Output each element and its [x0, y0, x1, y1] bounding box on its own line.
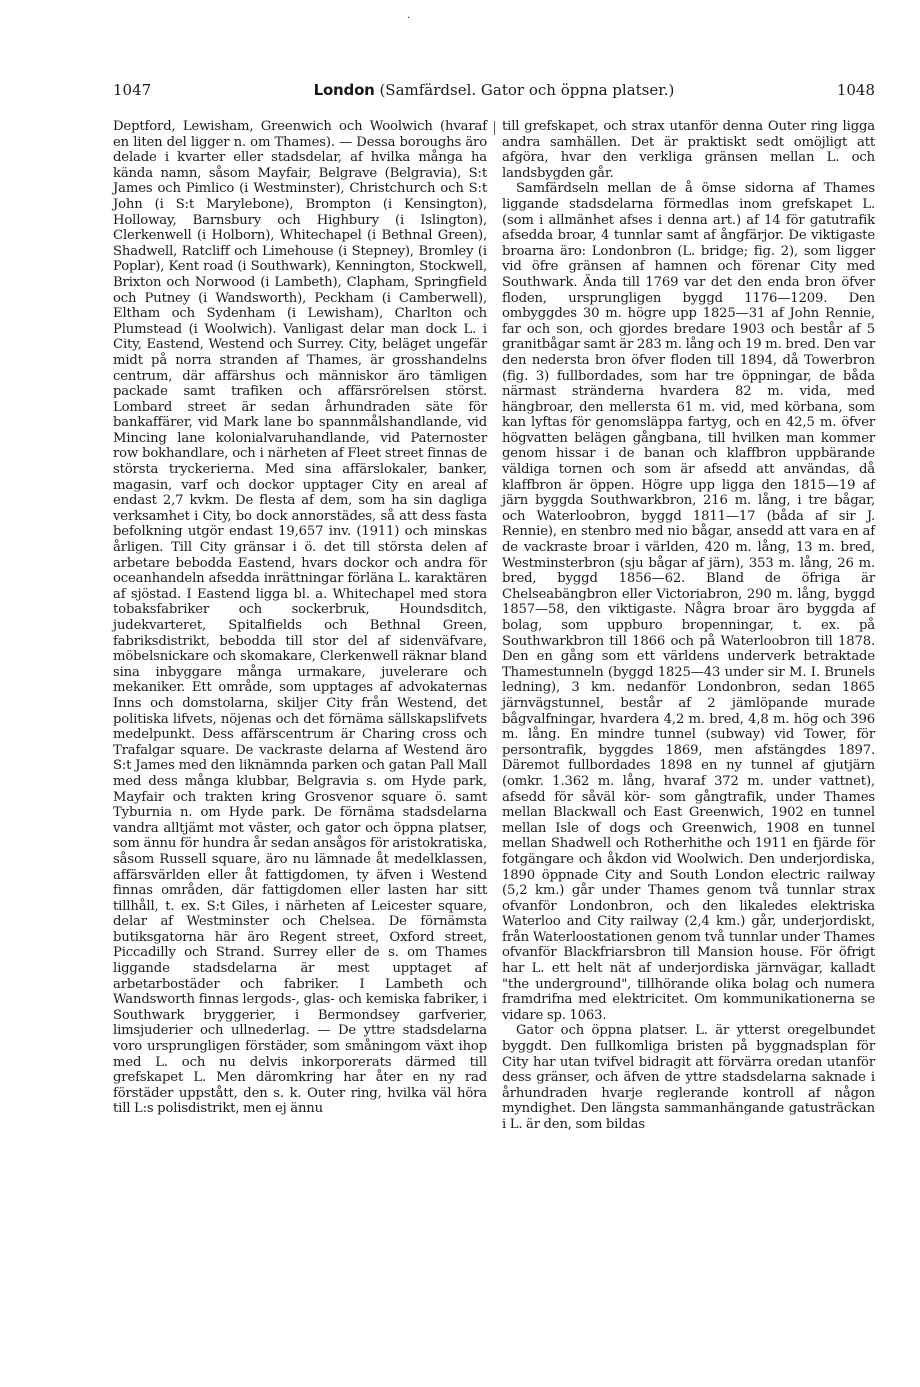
running-title — [113, 78, 875, 102]
top-mark: · — [407, 13, 411, 24]
right-paragraph-2: Samfärdseln mellan de å ömse sidorna af Thames liggande stadsdelarna förmedlas inom grefskapet L. (som i allmänhet afses i denna art.) af 14 för gatutrafik afsedda broar, 4 tunnlar samt af ångfärjor. De viktigaste broarna äro: Londonbron (L. bridge; fig. 2), som ligger vid öfre gränsen af hamnen och förenar City med Southwark. Ända till 1769 var det den enda bron öfver floden, ursprungligen byggd 1176—1209. Den ombyggdes 30 m. högre upp 1825—31 af John Rennie, far och son, och gjordes bredare 1903 och består af 5 granitbågar samt är 283 m. lång och 19 m. bred. Den var den nedersta bron öfver floden till 1894, då Towerbron (fig. 3) fullbordades, som har tre öppningar, de båda närmast stränderna hvardera 82 m. vida, med hängbroar, den mellersta 61 m. vid, med körbana, som kan lyftas för genomsläppa fartyg, och en 42,5 m. öfver högvatten belägen gångbana, till hvilken man kommer genom hissar i de banan och klaffbron uppbärande väldiga tornen och som är afsedd att användas, då klaffbron är öppen. Högre upp ligga den 1815—19 af järn byggda Southwarkbron, 216 m. lång, i tre bågar, och Waterloobron, byggd 1811—17 (båda af sir J. Rennie), en stenbro med nio bågar, ansedd att vara en af de vackraste broar i världen, 420 m. lång, 13 m. bred, Westminsterbron (sju bågar af järn), 353 m. lång, 26 m. bred, byggd 1856—62. Bland de öfriga är Chelseabängbron eller Victoriabron, 290 m. lång, byggd 1857—58, den viktigaste. Några broar äro byggda af bolag, som uppburo bropenningar, t. ex. på Southwarkbron till 1866 och på Waterloobron till 1878. Den en gång som ett världens underverk betraktade Thamestunneln (byggd 1825—43 under sir M. I. Brunels ledning), 3 km. nedanför Londonbron, sedan 1865 järnvägstunnel, består af 2 jämlöpande murade bågvalfningar, hvardera 4,2 m. bred, 4,8 m. hög och 396 m. lång. En mindre tunnel (subway) vid Tower, för persontrafik, byggdes 1869, men afstängdes 1897. Däremot fullbordades 1898 en ny tunnel af gjutjärn (omkr. 1.362 m. lång, hvaraf 372 m. under vattnet), afsedd för såväl kör- som gångtrafik, under Thames mellan Blackwall och East Greenwich, 1902 en tunnel mellan Isle of dogs och Greenwich, 1908 en tunnel mellan Shadwell och Rotherhithe och 1911 en fjärde för fotgängare och åkdon vid Woolwich. Den underjordiska, 1890 öppnade City and South London electric railway (5,2 km.) går under Thames genom två tunnlar strax ofvanför Londonbron, och den likaledes elektriska Waterloo and City railway (2,4 km.) går, underjordiskt, från Waterloostationen genom två tunnlar under Thames ofvanför Blackfriarsbron till Mansion house. För öfrigt har L. ett helt nät af underjordiska järnvägar, kalladt "the underground", tillhörande olika bolag och numera framdrifna med elektricitet. Om kommunikationerna se vidare sp. 1063. — [502, 181, 875, 1023]
right-paragraph-1: till grefskapet, och strax utanför denna Outer ring ligga andra samhällen. Det är praktiskt sedt omöjligt att afgöra, hvar den verkliga gränsen mellan L. och landsbygden går. — [502, 119, 875, 181]
page-number-right: 1048 — [836, 81, 875, 99]
column-divider — [494, 121, 495, 135]
right-paragraph-3: Gator och öppna platser. L. är ytterst oregelbundet byggdt. Den fullkomliga bristen på byggnadsplan för City har utan tvifvel bidragit att förvärra oredan utanför dess gränser, och äfven de yttre stadsdelarna saknade i århundraden hvarje reglerande kontroll af någon myndighet. Den längsta sammanhängande gatusträckan i L. är den, som bildas — [502, 1023, 875, 1132]
right-column — [502, 119, 875, 1133]
running-title-rest: (Samfärdsel. Gator och öppna platser.) — [379, 81, 675, 99]
running-title-bold: London — [313, 81, 375, 99]
running-header — [113, 78, 875, 102]
left-paragraph-1: Deptford, Lewisham, Greenwich och Woolwich (hvaraf en liten del ligger n. om Thames). — Dessa boroughs äro delade i kvarter eller stadsdelar, af hvilka många ha kända namn, såsom Mayfair, Belgrave (Belgravia), S:t James och Pimlico (i Westminster), Christchurch och S:t John (i S:t Marylebone), Brompton (i Kensington), Holloway, Barnsbury och Highbury (i Islington), Clerkenwell (i Holborn), Whitechapel (i Bethnal Green), Shadwell, Ratcliff och Limehouse (i Stepney), Bromley (i Poplar), Kent road (i Southwark), Kennington, Stockwell, Brixton och Norwood (i Lambeth), Clapham, Springfield och Putney (i Wandsworth), Peckham (i Camberwell), Eltham och Sydenham (i Lewisham), Charlton och Plumstead (i Woolwich). Vanligast delar man dock L. i City, Eastend, Westend och Surrey. City, beläget ungefär midt på norra stranden af Thames, är grosshandelns centrum, där affärshus och människor äro tämligen packade samt trafiken och affärsrörelsen störst. Lombard street är sedan århundraden säte för bankaffärer, vid Mark lane bo spannmålshandlande, vid Mincing lane kolonialvaruhandlande, vid Paternoster row bokhandlare, och i närheten af Fleet street finnas de största tryckerierna. Med sina affärslokaler, banker, magasin, varf och dockor upptager City en areal af endast 2,7 kvkm. De flesta af dem, som ha sin dagliga verksamhet i City, bo dock annorstädes, så att dess fasta befolkning utgör endast 19,657 inv. (1911) och minskas årligen. Till City gränsar i ö. det till största delen af arbetare bebodda Eastend, hvars dockor och andra för oceanhandeln afsedda inrättningar förläna L. karaktären af sjöstad. I Eastend ligga bl. a. Whitechapel med stora tobaksfabriker och sockerbruk, Houndsditch, judekvarteret, Spitalfields och Bethnal Green, fabriksdistrikt, bebodda till stor del af sidenväfvare, möbelsnickare och skomakare, Clerkenwell räknar bland sina inbyggare många urmakare, juvelerare och mekaniker. Ett område, som upptages af advokaternas Inns och domstolarna, skiljer City från Westend, det politiska lifvets, nöjenas och det förnäma sällskapslifvets medelpunkt. Dess affärscentrum är Charing cross och Trafalgar square. De vackraste delarna af Westend äro S:t James med den liknämnda parken och gatan Pall Mall med dess många klubbar, Belgravia s. om Hyde park, Mayfair och trakten kring Grosvenor square ö. samt Tyburnia n. om Hyde park. De förnäma stadsdelarna vandra alltjämt mot väster, och gator och öppna platser, som ännu för hundra år sedan ansågos för aristokratiska, såsom Russell square, äro nu lämnade åt medelklassen, affärsvärlden eller åt fattigdomen, ty äfven i Westend finnas områden, där fattigdomen eller lasten har sitt tillhåll, t. ex. S:t Giles, i närheten af Leicester square, delar af Westminster och Chelsea. De förnämsta butiksgatorna här äro Regent street, Oxford street, Piccadilly och Strand. Surrey eller de s. om Thames liggande stadsdelarna är mest upptaget af arbetarbostäder och fabriker. I Lambeth och Wandsworth finnas lergods-, glas- och kemiska fabriker, i Southwark bryggerier, i Bermondsey garfverier, limsjuderier och ullnederlag. — De yttre stadsdelarna voro ursprungligen förstäder, som småningom växt ihop med L. och nu delvis inkorporerats därmed till grefskapet L. Men däromkring har åter en ny rad förstäder uppstått, den s. k. Outer ring, hvilka väl höra till L:s polisdistrikt, men ej ännu — [113, 119, 487, 1117]
left-column — [113, 119, 487, 1117]
page-number-left: 1047 — [113, 81, 152, 99]
